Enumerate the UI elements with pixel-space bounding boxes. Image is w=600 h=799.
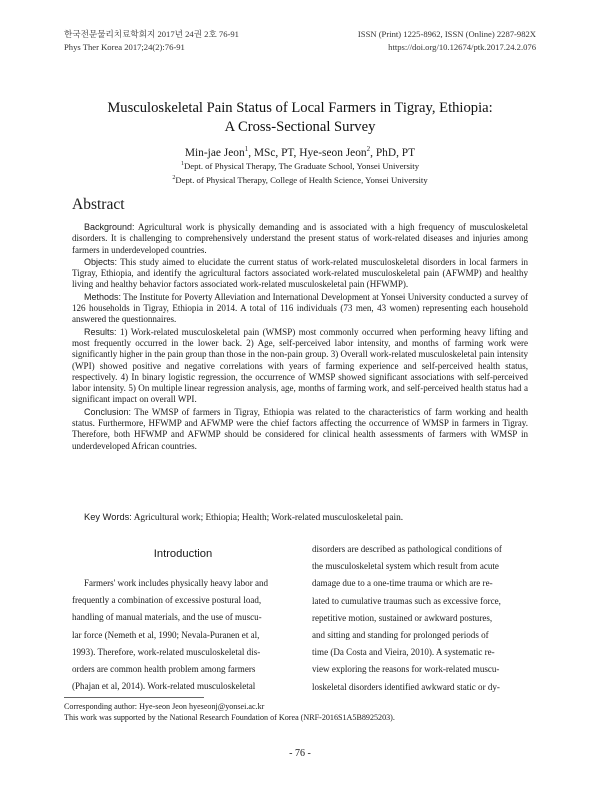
abstract-paragraph: Results: 1) Work-related musculoskeletal pain (WMSP) most commonly occurred when performing heavy lifting and most frequently occurred in the lower back. 2) Age, self-perceived labor intensity, and months of farming work were significantly higher in the pain group than those in the non-pain group. 3) Overall work-related musculoskeletal pain intensity (WPI) showed positive and negative correlations with years of farming experience and self-perceived health status, respectively. 4) In binary logistic regression, the occurrence of WMSP showed significant associations with self-perceived labor intensity. 5) On multiple linear regression analysis, age, months of farming work, and self-perceived health status had a significant impact on overall WPI.: [72, 326, 528, 405]
journal-header-left: [64, 28, 239, 53]
author-name: Hye-seon Jeon: [299, 146, 367, 159]
footnote-divider: [64, 697, 204, 698]
author-name: Min-jae Jeon: [184, 146, 245, 159]
author-degrees: , MSc, PT,: [248, 146, 300, 159]
text-line: 1993). Therefore, work-related musculoskeletal dis-: [72, 646, 261, 657]
issn-text: ISSN (Print) 1225-8962, ISSN (Online) 2287-982X: [357, 29, 536, 39]
paper-title: [0, 99, 600, 136]
text-line: lated to cumulative traumas such as excessive force,: [312, 595, 501, 606]
journal-citation: Phys Ther Korea 2017;24(2):76-91: [64, 41, 185, 52]
journal-citation-korean: 한국전문물리치료학회지 2017년 24권 2호 76-91: [64, 29, 239, 39]
affiliation: $^2$Dept. of Physical Therapy, College of Health Science, Yonsei University: [172, 175, 428, 185]
text-line: the musculoskeletal system which result from acute: [312, 561, 499, 572]
abstract-paragraph: Background: Agricultural work is physically demanding and is associated with a high frequency of musculoskeletal disorders. It is challenging to comprehensively understand the present status of work-related diseases and injuries among farmers in underdeveloped countries.: [72, 222, 528, 255]
affiliation-marker: 1: [244, 145, 249, 153]
abstract-paragraph: Methods: The Institute for Poverty Alleviation and International Development at Yonsei University conducted a survey of 126 households in Tigray, Ethiopia in 2014. A total of 116 individuals (73 men, 43 women) representing each household answered the questionnaires.: [72, 291, 528, 325]
affiliation-marker: 2: [366, 145, 371, 153]
keywords-text: Agricultural work; Ethiopia; Health; Work-related musculoskeletal pain.: [131, 513, 404, 523]
affiliation: $^1$Dept. of Physical Therapy, The Graduate School, Yonsei University: [180, 161, 420, 171]
section-label: Conclusion:: [84, 406, 132, 417]
text-line: lar force (Nemeth et al, 1990; Nevala-Puranen et al,: [72, 629, 260, 640]
text-line: damage due to a one-time trauma or which are re-: [312, 578, 493, 589]
text-line: disorders are described as pathological conditions of: [312, 544, 502, 554]
funding-footnote: This work was supported by the National Research Foundation of Korea (NRF-2016S1A5B8925203).: [64, 713, 395, 722]
journal-header-right: [358, 28, 536, 53]
text-line: Farmers' work includes physically heavy labor and: [84, 578, 269, 588]
text-line: time (Da Costa and Vieira, 2010). A systematic re-: [312, 647, 495, 658]
text-line: frequently a combination of excessive postural load,: [72, 595, 262, 606]
intro-right-column: [312, 541, 528, 696]
abstract-paragraph: Conclusion: The WMSP of farmers in Tigray, Ethiopia was related to the characteristics of farm working and health status. Furthermore, HFWMP and AFWMP were the chief factors affecting the occurrence of WMSP in farmers in Tigray. Therefore, both HFWMP and AFWMP should be considered for clinical health assessments of farmers with WMSP in underdeveloped African countries.: [72, 406, 528, 451]
section-label: Background:: [84, 222, 135, 232]
text-line: handling of manual materials, and the use of muscu-: [72, 612, 262, 623]
paper-title-line2: A Cross-Sectional Survey: [224, 118, 376, 135]
text-line: (Phajan et al, 2014). Work-related musculoskeletal: [72, 681, 256, 692]
section-label: Results:: [84, 326, 117, 337]
text-line: repetitive motion, sustained or awkward postures,: [312, 612, 493, 623]
text-line: view exploring the reasons for work-related muscu-: [312, 664, 500, 675]
abstract-body: [72, 222, 528, 453]
text-line: loskeletal disorders identified awkward static or dy-: [312, 681, 500, 692]
keywords-label: Key Words:: [84, 512, 132, 522]
text-line: and sitting and standing for prolonged periods of: [312, 630, 489, 641]
author-degrees: , PhD, PT: [370, 146, 416, 159]
text-line: orders are common health problem among farmers: [72, 664, 256, 675]
abstract-heading: Abstract: [72, 196, 125, 213]
paper-title-line1: Musculoskeletal Pain Status of Local Farmers in Tigray, Ethiopia:: [107, 100, 493, 116]
author-list: [0, 145, 600, 159]
intro-left-column: [72, 575, 294, 695]
keywords: [84, 512, 403, 523]
doi-link[interactable]: https://doi.org/10.12674/ptk.2017.24.2.076: [388, 41, 536, 52]
abstract-paragraph: Objects: This study aimed to elucidate the current status of work-related musculoskeletal disorders in local farmers in Tigray, Ethiopia, and identify the agricultural factors associated work-related musculoskeletal pain (AFWMP) and healthy living and healthy behavior factors associated work-related musculoskeletal pain (HFWMP).: [72, 256, 528, 290]
introduction-heading: Introduction: [153, 548, 213, 560]
corresponding-author-footnote: Corresponding author: Hye-seon Jeon hyeseonj@yonsei.ac.kr: [64, 702, 265, 711]
section-label: Objects:: [84, 256, 118, 267]
section-label: Methods:: [84, 291, 122, 302]
page-number: - 76 -: [289, 748, 311, 759]
